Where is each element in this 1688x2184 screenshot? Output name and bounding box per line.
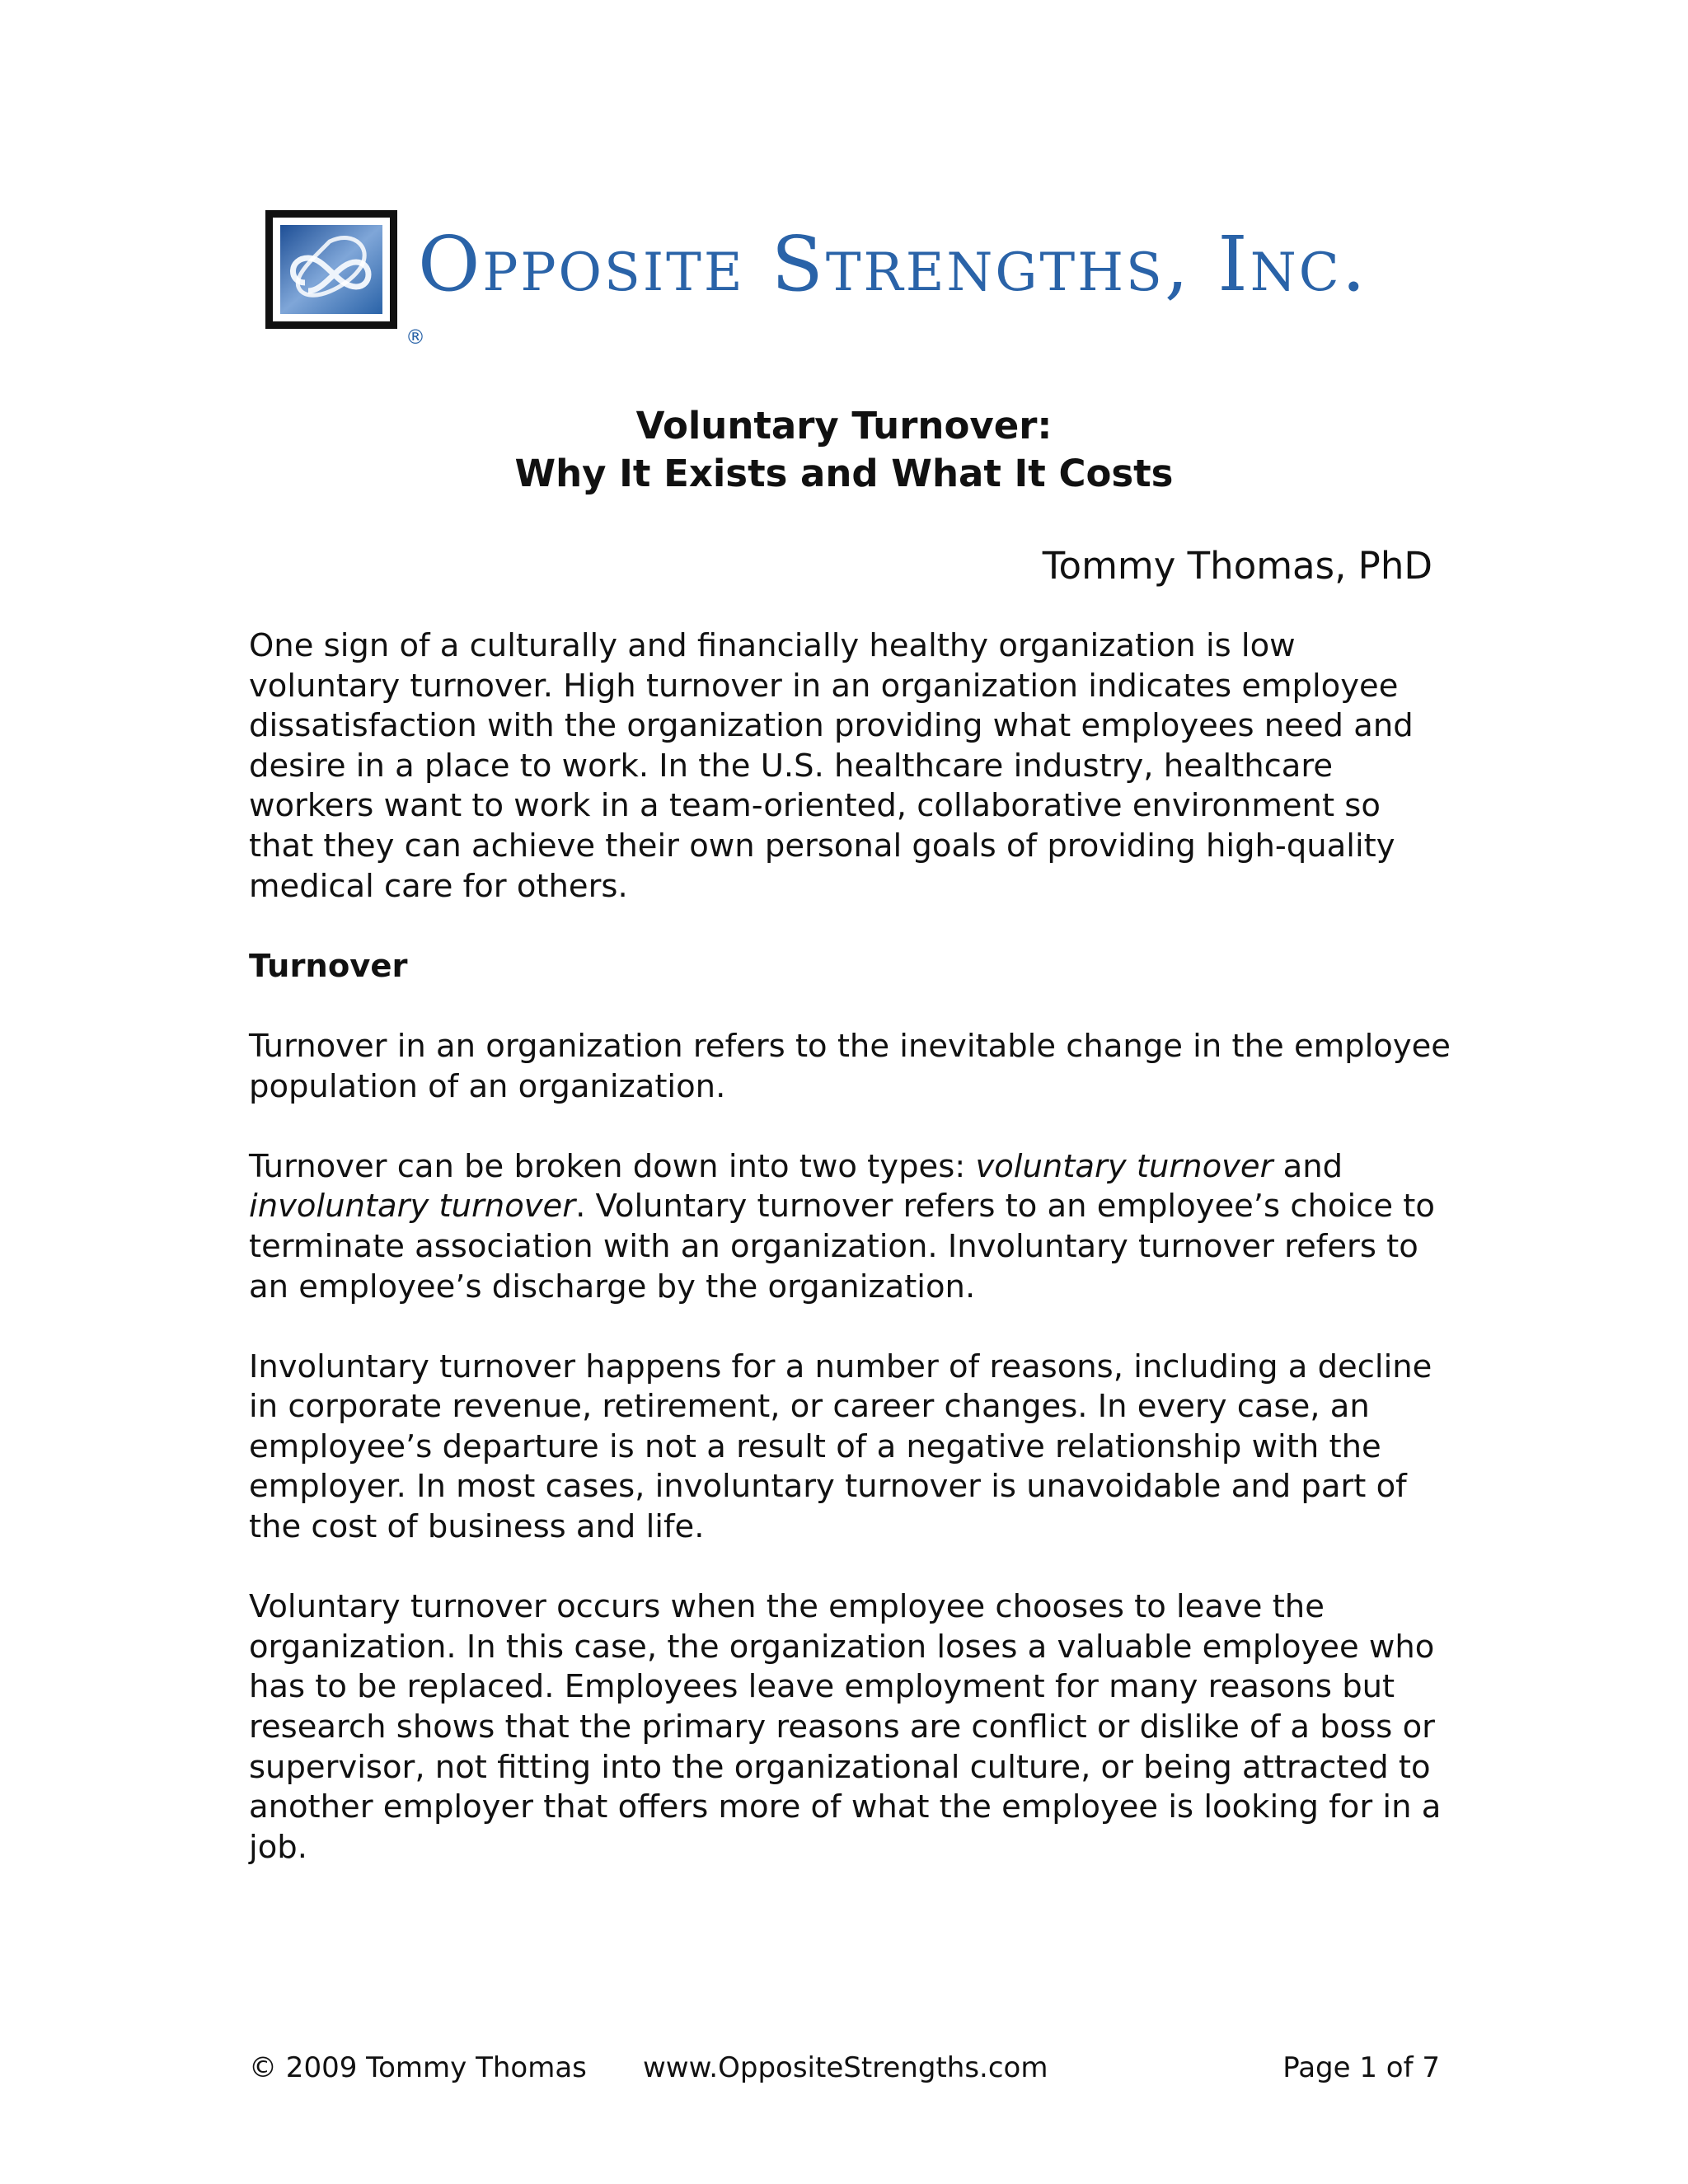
company-name: Opposite Strengths, Inc. (418, 220, 1368, 308)
types-text-after: . Voluntary turnover refers to an employee’s choice to terminate association with an organization. Involuntary turnover refers to an employee’s discharge by the organization. (249, 1188, 1435, 1305)
term-involuntary: involuntary turnover (249, 1188, 576, 1226)
intro-paragraph: One sign of a culturally and financially healthy organization is low voluntary turnover. High turnover in an organization indicates employee dissatisfaction with the organization providing what employees need and desire in a place to work. In the U.S. healthcare industry, healthcare workers want to work in a team-oriented, collaborative environment so that they can achieve their own personal goals of providing high-quality medical care for others. (249, 627, 1414, 905)
registered-mark: ® (406, 326, 425, 349)
title-line-1: Voluntary Turnover: (635, 404, 1053, 448)
types-text-before: Turnover can be broken down into two types: (249, 1147, 976, 1185)
author: Tommy Thomas, PhD (1042, 544, 1432, 588)
footer-copyright: © 2009 Tommy Thomas (249, 2051, 587, 2084)
document-body (249, 626, 1452, 1908)
definition-paragraph: Turnover in an organization refers to the inevitable change in the employee population of an organization. (249, 1027, 1451, 1105)
document-title (0, 402, 1688, 498)
types-paragraph (249, 1147, 1452, 1307)
company-logo (265, 210, 1436, 350)
footer-url[interactable]: www.OppositeStrengths.com (643, 2051, 1048, 2084)
section-heading: Turnover (249, 947, 408, 985)
types-text-middle: and (1273, 1147, 1343, 1185)
involuntary-paragraph: Involuntary turnover happens for a number of reasons, including a decline in corporate revenue, retirement, or career changes. In every case, an employee’s departure is not a result of a negative relationship with the employer. In most cases, involuntary turnover is unavoidable and part of the cost of business and life. (249, 1347, 1432, 1546)
infinity-logo-icon (265, 210, 397, 329)
voluntary-paragraph: Voluntary turnover occurs when the employee chooses to leave the organization. In this case, the organization loses a valuable employee who has to be replaced. Employees leave employment for many reasons but research shows that the primary reasons are conflict or dislike of a boss or supervisor, not fitting into the organizational culture, or being attracted to another employer that offers more of what the employee is looking for in a job. (249, 1588, 1442, 1866)
term-voluntary: voluntary turnover (975, 1147, 1273, 1185)
footer-page-number: Page 1 of 7 (1282, 2051, 1440, 2084)
title-line-2: Why It Exists and What It Costs (514, 452, 1174, 495)
